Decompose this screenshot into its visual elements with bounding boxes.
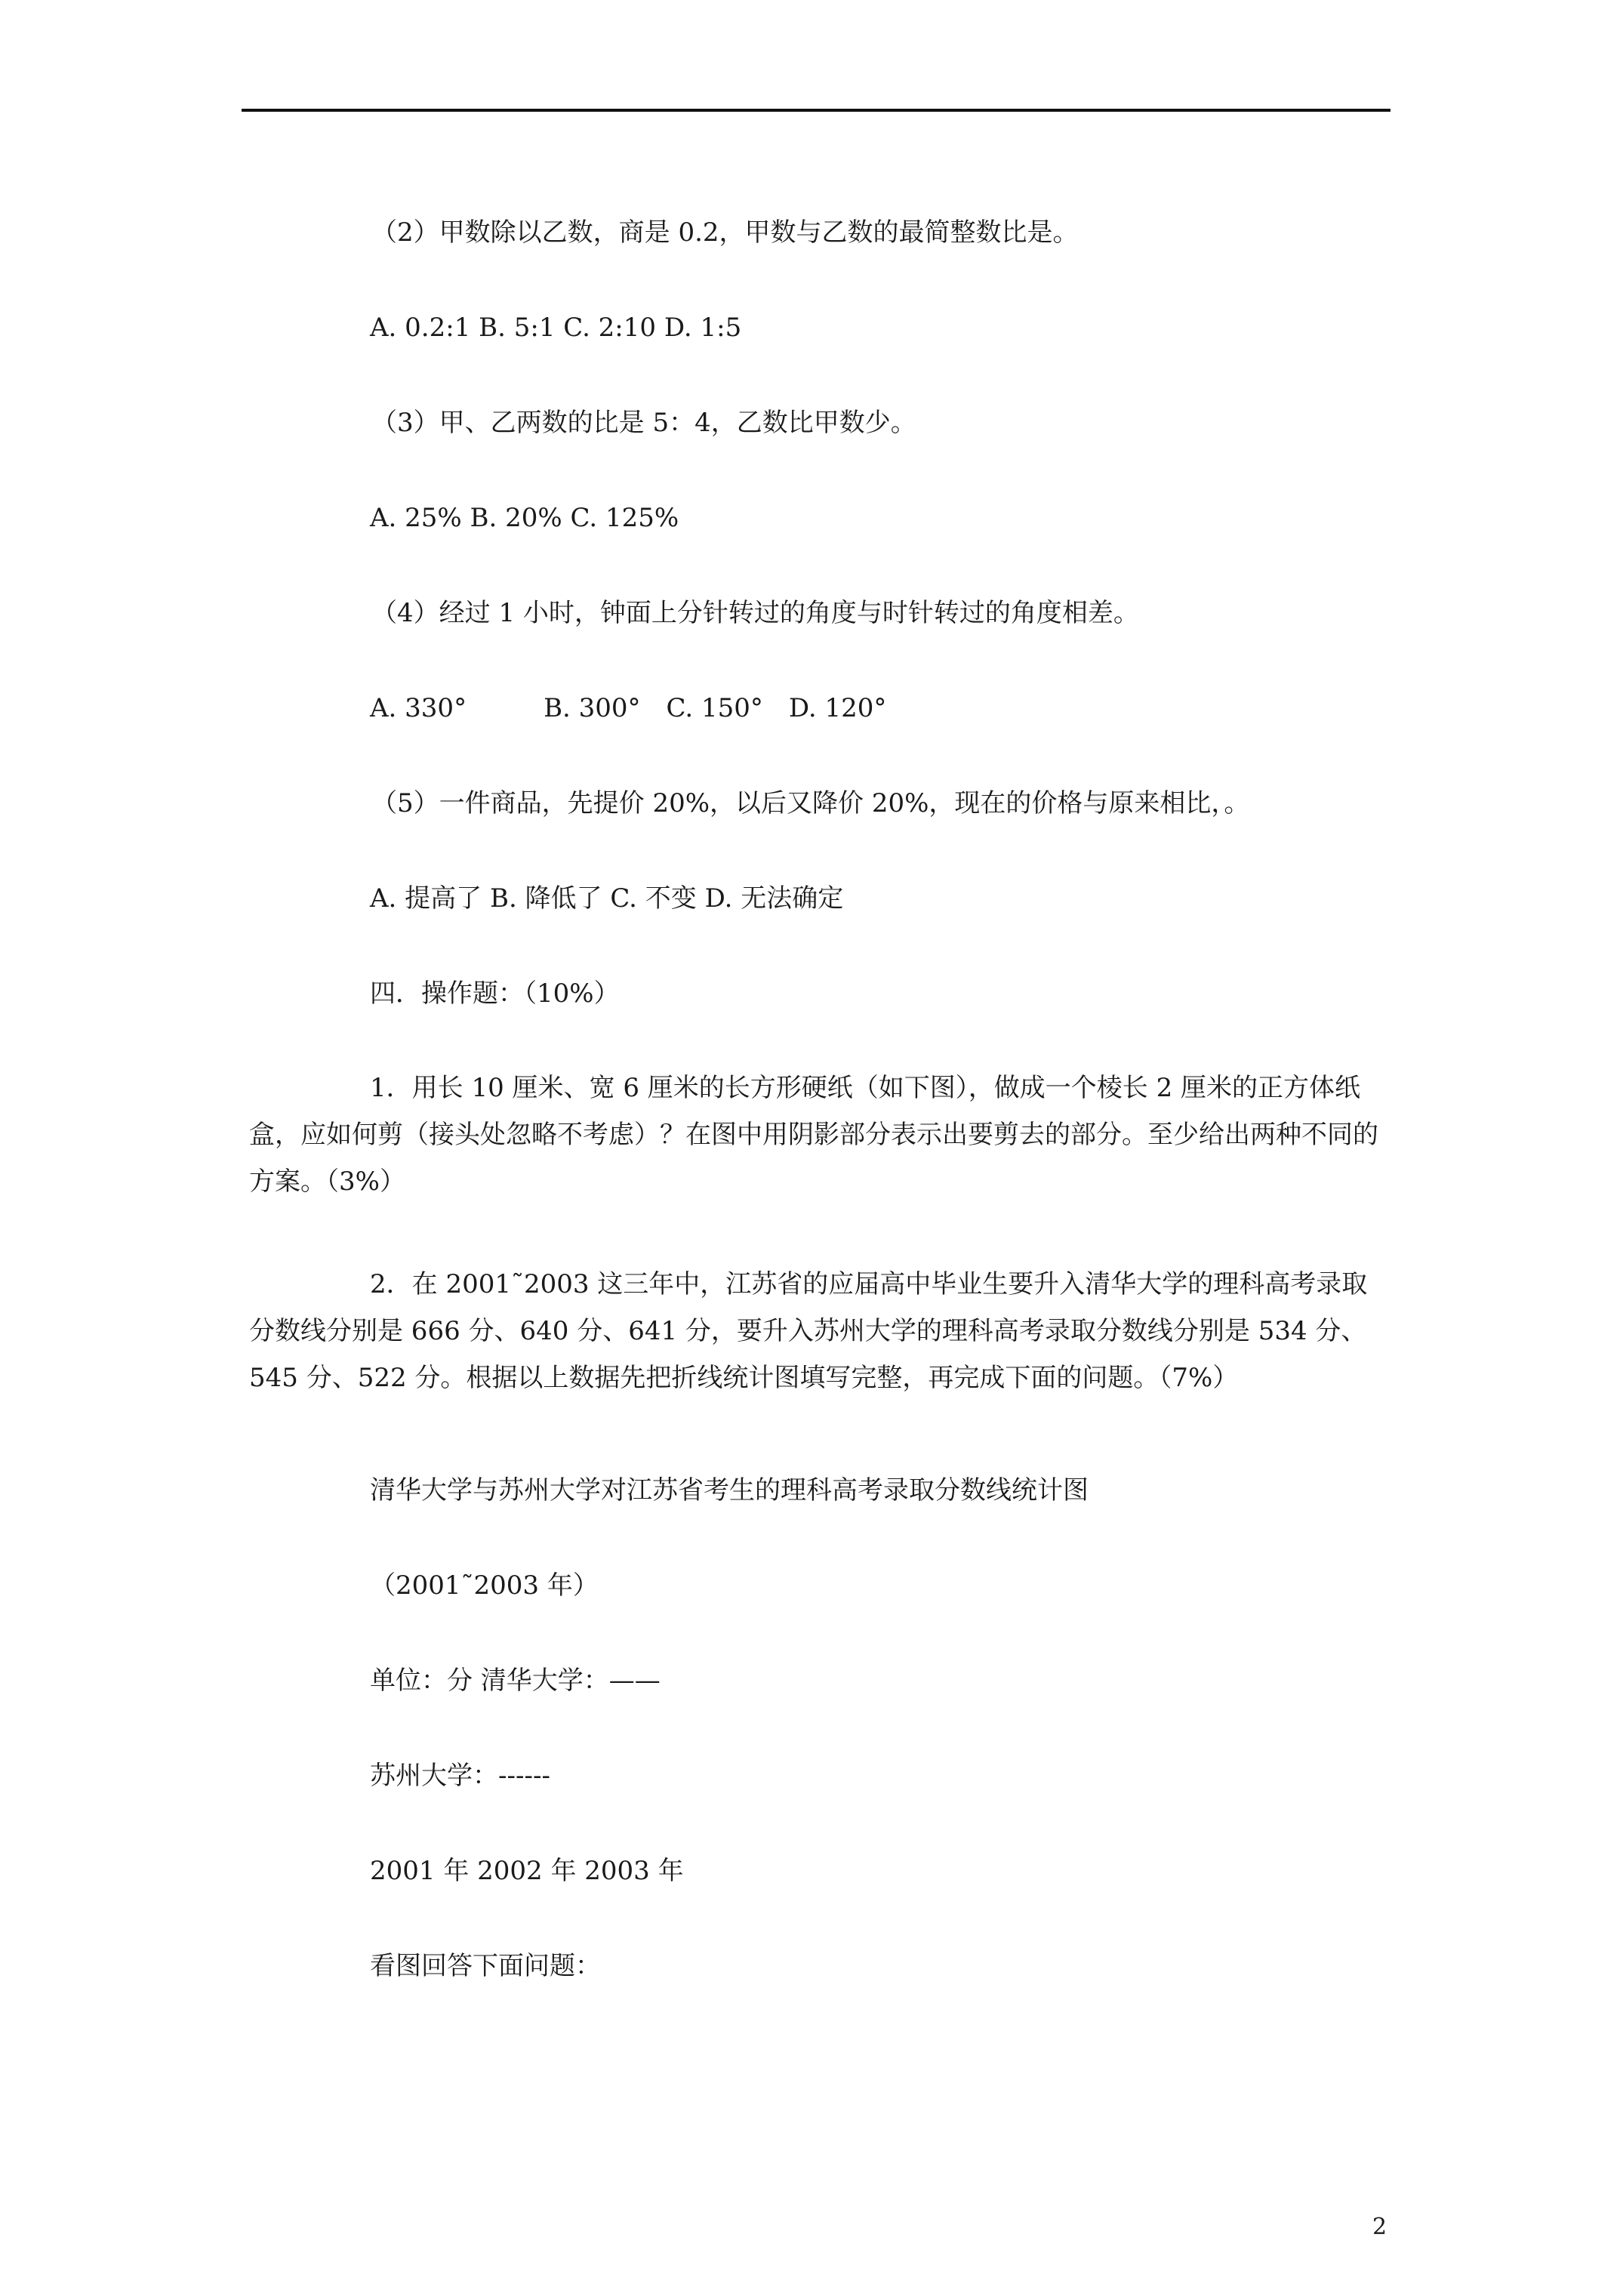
chart-years-range: （2001˜2003 年） [370,1570,599,1601]
question-2-stem: （2）甲数除以乙数，商是 0.2，甲数与乙数的最简整数比是。 [371,217,1079,248]
chart-unit-legend: 单位：分 清华大学：—— [370,1666,661,1696]
followup-prompt: 看图回答下面问题： [370,1951,601,1981]
question-2-options: A. 0.2:1 B. 5:1 C. 2:10 D. 1:5 [370,313,742,343]
question-3-stem: （3）甲、乙两数的比是 5：4，乙数比甲数少。 [371,408,916,438]
section-4-heading: 四．操作题：（10%） [370,978,620,1009]
question-5-options: A. 提高了 B. 降低了 C. 不变 D. 无法确定 [370,883,844,914]
chart-title: 清华大学与苏州大学对江苏省考生的理科高考录取分数线统计图 [370,1475,1089,1505]
header-rule [242,109,1390,112]
question-3-options: A. 25% B. 20% C. 125% [370,503,679,533]
chart-suzhou-legend: 苏州大学：------ [370,1761,550,1791]
chart-x-axis-labels: 2001 年 2002 年 2003 年 [370,1856,684,1886]
operation-question-2: 2．在 2001˜2003 这三年中，江苏省的应届高中毕业生要升入清华大学的理科高考录取分数线分别是 666 分、640 分、641 分，要升入苏州大学的理科高考录取分数线分别是 534 分、545 分、522 分。根据以上数据先把折线统计图填写完整，再完成下面的问题。（7%） [249,1269,1368,1393]
question-4-options: A. 330° B. 300° C. 150° D. 120° [370,693,887,723]
question-5-stem: （5）一件商品，先提价 20%，以后又降价 20%，现在的价格与原来相比，。 [371,788,1250,818]
operation-question-1: 1．用长 10 厘米、宽 6 厘米的长方形硬纸（如下图），做成一个棱长 2 厘米的正方体纸盒，应如何剪（接头处忽略不考虑）？在图中用阴影部分表示出要剪去的部分。至少给出两种不同的方案。（3%） [249,1073,1378,1197]
page-number: 2 [1372,2214,1387,2240]
question-4-stem: （4）经过 1 小时，钟面上分针转过的角度与时针转过的角度相差。 [371,598,1139,628]
